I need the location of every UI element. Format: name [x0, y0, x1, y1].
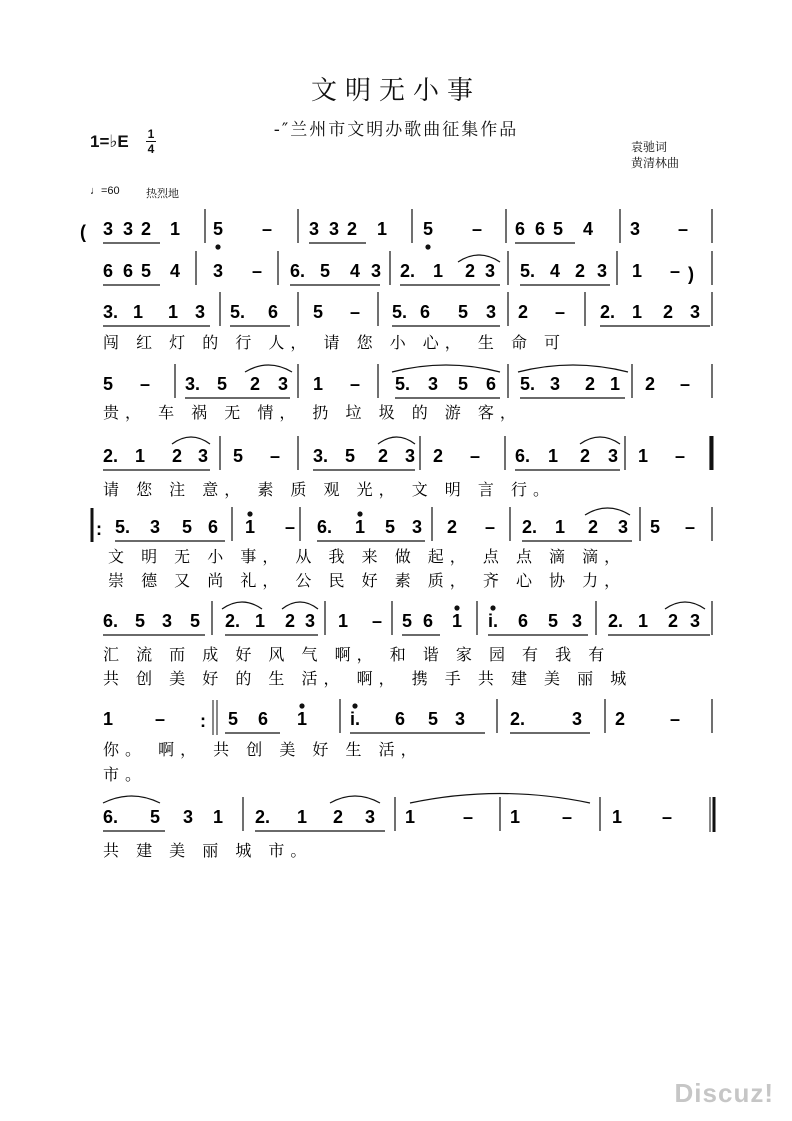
score-note: 5 [228, 709, 239, 729]
slur [222, 602, 262, 609]
slur [665, 602, 705, 609]
score-note: 3. [313, 446, 329, 466]
score-note: – [252, 261, 263, 281]
high-octave-dot [353, 704, 357, 708]
score-note: 2. [522, 517, 538, 537]
score-note: 5 [150, 807, 161, 827]
score-note: 6 [515, 219, 526, 239]
score-note: 5. [392, 302, 408, 322]
score-note: 2 [668, 611, 679, 631]
high-octave-dot [248, 512, 252, 516]
score-note: 1 [338, 611, 349, 631]
score-note: 2 [172, 446, 183, 466]
score-note: 6 [395, 709, 406, 729]
slur [103, 796, 160, 803]
slur [585, 508, 630, 515]
score-note: 3 [572, 611, 583, 631]
score-note: 1 [297, 709, 308, 729]
score-note: 3 [365, 807, 376, 827]
score-note: 4 [170, 261, 181, 281]
score-note: 2 [141, 219, 152, 239]
score-note: 5 [423, 219, 434, 239]
score-note: – [470, 446, 481, 466]
lyric-line: 请 您 注 意， 素 质 观 光， 文 明 言 行。 [103, 480, 555, 499]
score-note: 1 [610, 374, 621, 394]
song-subtitle: -″兰州市文明办歌曲征集作品 [273, 120, 519, 140]
score-note: 3 [162, 611, 173, 631]
score-note: 2. [103, 446, 119, 466]
score-note: 2. [255, 807, 271, 827]
score-note: – [140, 374, 151, 394]
score-note: 6 [486, 374, 497, 394]
score-note: 1 [133, 302, 144, 322]
score-note: 3 [630, 219, 641, 239]
score-note: – [555, 302, 566, 322]
lyric-line: 文 明 无 小 事， 从 我 来 做 起， 点 点 滴 滴， [108, 547, 627, 566]
score-note: 1 [510, 807, 521, 827]
score-note: 3 [608, 446, 619, 466]
lyric-line: 汇 流 而 成 好 风 气 啊， 和 谐 家 园 有 我 有 [103, 645, 611, 664]
score-note: 1 [355, 517, 366, 537]
score-note: 2 [333, 807, 344, 827]
score-note: 1 [135, 446, 146, 466]
score-note: 5 [548, 611, 559, 631]
score-note: 3 [486, 302, 497, 322]
score-note: 5. [115, 517, 131, 537]
score-note: i. [488, 611, 499, 631]
song-title: 文明无小事 [310, 76, 481, 106]
score-note: 1 [638, 446, 649, 466]
score-note: 1 [297, 807, 308, 827]
score-note: 1 [245, 517, 256, 537]
score-note: i. [350, 709, 361, 729]
score-note: 3 [618, 517, 629, 537]
score-note: 2. [510, 709, 526, 729]
slur [245, 365, 292, 372]
score-note: – [678, 219, 689, 239]
score-note: – [562, 807, 573, 827]
score-note: 2 [447, 517, 458, 537]
score-note: 3 [428, 374, 439, 394]
score-note: – [262, 219, 273, 239]
score-note: 1 [405, 807, 416, 827]
score-note: 1 [213, 807, 224, 827]
score-note: 1 [632, 261, 643, 281]
score-note: 3 [183, 807, 194, 827]
score-note: – [463, 807, 474, 827]
score-note: 5 [217, 374, 228, 394]
score-note: 1 [638, 611, 649, 631]
score-note: 2 [518, 302, 529, 322]
score-note: 3 [550, 374, 561, 394]
score-note: 2 [645, 374, 656, 394]
lyric-line: 崇 德 又 尚 礼， 公 民 好 素 质， 齐 心 协 力， [108, 571, 627, 590]
score-note: 5 [135, 611, 146, 631]
slur [282, 602, 318, 609]
lyric-line: 贵， 车 祸 无 情， 扔 垃 圾 的 游 客， [103, 403, 522, 422]
score-note: – [485, 517, 496, 537]
score-note: 3 [305, 611, 316, 631]
slur [392, 365, 500, 372]
score-note: 3 [278, 374, 289, 394]
score-note: 6. [103, 807, 119, 827]
lyric-line: 你。 啊， 共 创 美 好 生 活， [103, 740, 423, 759]
score-note: 1 [170, 219, 181, 239]
composer-credit: 黄清林曲 [631, 156, 680, 170]
score-note: 3 [329, 219, 340, 239]
score-note: 6 [518, 611, 529, 631]
score-note: 5 [428, 709, 439, 729]
score-note: 1 [612, 807, 623, 827]
score-note: 3 [309, 219, 320, 239]
score-note: – [675, 446, 686, 466]
score-note: – [662, 807, 673, 827]
score-note: 2 [580, 446, 591, 466]
score-note: 6 [423, 611, 434, 631]
score-note: 1 [313, 374, 324, 394]
score-note: – [350, 374, 361, 394]
score-note: 4 [550, 261, 561, 281]
lyric-line: 闯 红 灯 的 行 人， 请 您 小 心， 生 命 可 [103, 333, 567, 352]
score-note: 2 [347, 219, 358, 239]
score-note: 6 [535, 219, 546, 239]
score-note: 6. [515, 446, 531, 466]
score-note: 1 [632, 302, 643, 322]
score-note: – [685, 517, 696, 537]
slur [172, 437, 210, 444]
key-signature: 1=♭E [90, 132, 129, 151]
repeat-paren-open: ( [80, 222, 86, 242]
score-note: 1 [168, 302, 179, 322]
score-note: 2 [663, 302, 674, 322]
score-note: 3 [123, 219, 134, 239]
score-note: 6 [420, 302, 431, 322]
score-note: – [155, 709, 166, 729]
score-note: 2. [600, 302, 616, 322]
score-note: 6 [208, 517, 219, 537]
score-note: 2 [378, 446, 389, 466]
score-note: 5 [190, 611, 201, 631]
high-octave-dot [358, 512, 362, 516]
score-note: 5 [213, 219, 224, 239]
score-note: 5 [650, 517, 661, 537]
score-note: 3 [103, 219, 114, 239]
score-note: 2 [588, 517, 599, 537]
score-note: 3 [213, 261, 224, 281]
score-note: 5 [182, 517, 193, 537]
score-note: 3 [485, 261, 496, 281]
high-octave-dot [300, 704, 304, 708]
score-note: 3 [405, 446, 416, 466]
expression-marking: 热烈地 [146, 187, 179, 200]
lyric-line: 共 建 美 丽 城 市。 [103, 841, 313, 860]
score-note: 6 [258, 709, 269, 729]
score-note: 5 [458, 302, 469, 322]
score-note: – [350, 302, 361, 322]
slur [378, 437, 415, 444]
score-note: 2 [585, 374, 596, 394]
tempo-marking: ♩=60 [90, 185, 120, 197]
score-note: 2 [433, 446, 444, 466]
score-note: 5. [520, 261, 536, 281]
score-note: 2 [465, 261, 476, 281]
score-note: 3 [455, 709, 466, 729]
score-note: – [670, 261, 681, 281]
score-note: 5 [233, 446, 244, 466]
score-note: – [680, 374, 691, 394]
score-note: 5 [402, 611, 413, 631]
score-note: 1 [555, 517, 566, 537]
score-note: 5 [553, 219, 564, 239]
score-note: 5 [385, 517, 396, 537]
score-note: 6 [123, 261, 134, 281]
low-octave-dot [426, 245, 430, 249]
score-note: 2 [285, 611, 296, 631]
score-note: 5 [141, 261, 152, 281]
score-note: 3 [690, 302, 701, 322]
slur [580, 437, 620, 444]
score-note: – [372, 611, 383, 631]
slur [330, 796, 380, 803]
score-note: 3 [371, 261, 382, 281]
score-note: 6 [268, 302, 279, 322]
lyric-line: 共 创 美 好 的 生 活， 啊， 携 手 共 建 美 丽 城 [103, 669, 633, 688]
score-note: 5 [320, 261, 331, 281]
score-note: 1 [452, 611, 463, 631]
high-octave-dot [455, 606, 459, 610]
score-note: 5. [520, 374, 536, 394]
score-note: 2 [250, 374, 261, 394]
score-note: 3. [185, 374, 201, 394]
score-note: 2. [400, 261, 416, 281]
repeat-sign: : [200, 711, 206, 731]
score-note: 1 [255, 611, 266, 631]
score-note: 5. [395, 374, 411, 394]
score-note: – [472, 219, 483, 239]
score-note: 2 [615, 709, 626, 729]
score-note: 1 [548, 446, 559, 466]
score-note: 2 [575, 261, 586, 281]
forum-watermark: Discuz! [674, 1078, 774, 1108]
score-note: 5 [313, 302, 324, 322]
high-octave-dot [491, 606, 495, 610]
score-note: 3 [150, 517, 161, 537]
slur [518, 365, 628, 372]
repeat-paren-close: ) [688, 264, 694, 284]
score-note: 5. [230, 302, 246, 322]
low-octave-dot [216, 245, 220, 249]
score-note: 4 [583, 219, 594, 239]
score-note: 6. [317, 517, 333, 537]
score-note: 1 [377, 219, 388, 239]
score-note: 2. [608, 611, 624, 631]
score-note: 5 [103, 374, 114, 394]
score-note: 3 [597, 261, 608, 281]
score-note: 3. [103, 302, 119, 322]
time-bottom: 4 [147, 142, 155, 156]
time-top: 1 [147, 127, 155, 141]
score-note: 6. [290, 261, 306, 281]
score-note: 3 [690, 611, 701, 631]
score-note: 5 [345, 446, 356, 466]
score-note: 4 [350, 261, 361, 281]
score-note: 6 [103, 261, 114, 281]
lyricist-credit: 袁驰词 [631, 140, 668, 154]
score-note: 2. [225, 611, 241, 631]
score-note: – [270, 446, 281, 466]
score-note: – [285, 517, 296, 537]
lyric-line: 市。 [103, 765, 148, 784]
repeat-sign: : [96, 519, 102, 539]
score-note: 6. [103, 611, 119, 631]
score-note: 3 [195, 302, 206, 322]
score-note: – [670, 709, 681, 729]
score-note: 5 [458, 374, 469, 394]
score-note: 1 [433, 261, 444, 281]
score-note: 1 [103, 709, 114, 729]
score-note: 3 [198, 446, 209, 466]
score-note: 3 [572, 709, 583, 729]
score-note: 3 [412, 517, 423, 537]
